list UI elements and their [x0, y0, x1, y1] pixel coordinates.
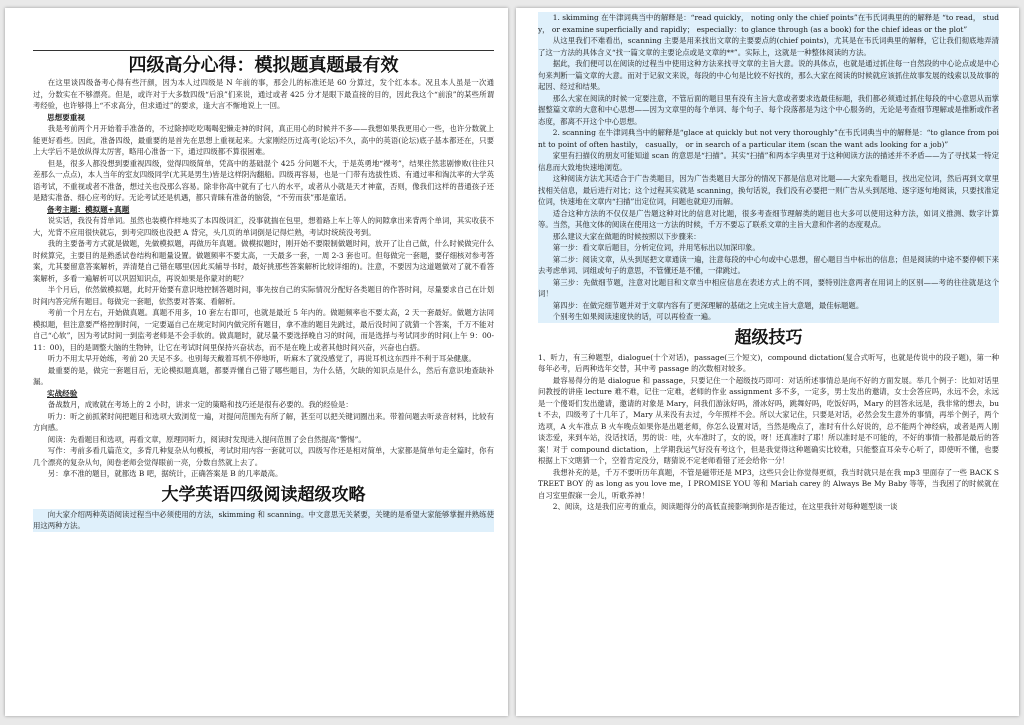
top-rule [33, 50, 494, 51]
section-title-super-tips: 超级技巧 [734, 327, 803, 348]
document-page-right [516, 8, 1019, 716]
paragraph: 家里有扫描仪的朋友可能知道 scan 的意思是“扫描”。其实“扫描”和两本字典里对于这种阅读方法的描述并不矛盾——为了寻找某一特定信息而大致地快速地浏览。 [538, 151, 999, 172]
paragraph: 我的主要备考方式就是做题，先做模拟题，再做历年真题。做模拟题时，刚开始不要限制做题时间，放开了让自己做，什么时候做完什么时候算完，主要目的是熟悉试卷结构和题量设置。做题频率不要太高，一天最多一套，一周 2-3 套也可。但每做完一套题，要仔细核对参考答案，尤其要留意答案解析，弄清楚自己错在哪里(因此买辅导书时，最好挑那些答案解析比较详细的)。注意，不要因为这道题做对了就不看答案解析，多看一遍解析可以巩固知识点，再说如果是你蒙对的呢？ [33, 239, 494, 283]
paragraph: 个别考生如果阅读速度快的话，可以再检查一遍。 [552, 312, 716, 321]
section-title-reading-strategy: 大学英语四级阅读超级攻略 [161, 484, 366, 505]
paragraph: 适合这种方法的不仅仅是广告题这种对比的信息对比题，很多考查细节理解类的题目也大多可以使用这种方法，如词义推测、数字计算等。当然，其他文体的阅读在使用这一方法的时候，千万不要忘了联系文章的主旨大意和作者的态度观点。 [538, 208, 999, 229]
paragraph: 向大家介绍两种英语阅读过程当中必须使用的方法，skimming 和 scanning。中文意思无关紧要，关键的是希望大家能够掌握并熟练使用这两种方法。 [33, 509, 494, 530]
paragraph: 另：拿不准的题目，就都选 B 吧，据统计，正确答案是 B 的几率最高。 [47, 469, 283, 478]
paragraph: 写作：考前多看几篇范文，多背几种复杂从句模板，考试时用内容一套就可以，四级写作还是相对简单，大家都是简单句走全篇时，你有几个漂亮的复杂从句，阅卷老师会觉得眼前一亮，分数自然就上去了。 [33, 446, 494, 467]
paragraph: 第三步：先做细节题，注意对比题目和文章当中相应信息在表述方式上的不同，要特别注意两者在用词上的区别——考的往往就是这个词！ [538, 277, 999, 298]
paragraph: 第一步：看文章后题目，分析定位词，并用笔标出以加深印象。 [552, 243, 760, 252]
paragraph: 阅读：先看题目和选项，再看文章，原理同听力，阅读时发现进入提问范围了会自然提高“警惕”。 [47, 434, 366, 444]
article-body [33, 77, 494, 480]
paragraph: 备战数月，成败就在考场上的 2 小时，讲求一定的策略和技巧还是很有必要的。我的经验是： [47, 400, 353, 409]
paragraph: 那么建议大家在做题的时候按照以下步骤来： [552, 231, 701, 241]
paragraph: 最容易得分的是 dialogue 和 passage，只要记住一个超级技巧即可：对话所述事情总是向不好的方面发展。举几个例子：比如对话里问教授的讲座 lecture 难不难，记住一定难，老师的作业 assignment 多不多，一定多，男士发出的邀请，女士会答应吗，永远不会，永远是一个傻哥们发出邀请，邀请的对象是 Mary，问我们游泳好吗，滑冰好吗，跳舞好吗，吃饭好吗，Mary 的回答永远是，我非常的想去，but 不去，四级考了十几年了，Mary 从来没有去过，今年照样不会。所以大家记住，只要是对话，必然会发生意外的事情，再举个例子，两个选项，A 火车准点 B 火车晚点如果你是出题老师，你怎么设置对话，当然是晚点了，准时有什么好说的，总不能两个神经病，或者是两人刚谈恋爱，来到车站，没话找话，男的说：哇，火车准时了，女的说，呀！还真准时了耶！所以准时是不可能的，不好的事情一般都是最后的答案！对于 compound dictation，上学期我运气好没有考这个，但是我觉得这种题确实比较难，只能整直耳朵专心听了，即使听不懂，也要根据上下文瞎猜一个，空着肯定没分，瞎猜说不定老师看错了还会给你一分！ [538, 375, 999, 465]
paragraph: 这种阅读方法尤其适合于广告类题目，因为广告类题目大部分的情况下都是信息对比题——大家先看题目，找出定位词，然后再到文章里找相关信息，最后进行对比；这个过程其实就是 scanning，换句话说，我们没有必要把一则广告从头到尾地、逐字逐句地阅读，只要找准定位词，快速地在文章内“扫描”出定位词，问题也就迎刃而解。 [538, 174, 999, 206]
section-heading: 实战经验 [47, 388, 78, 398]
paragraph: 考前一个月左右，开始做真题。真题不用多，10 套左右即可，也就是最近 5 年内的。做题频率也不要太高，2 天一套最好。做题方法同模拟题，但注意要严格控制时间，一定要逼自己在规定时间内做完所有题目，拿不准的题目先跳过，最后没时间了就猜一个答案，千万不能对自己“心软”，因为考试时间一到监考老师是不会手软的。做真题时，就尽量不要选择晚自习的时间，而是选择与考试同步的时间(上午 9：00-11：00)，目的是调整大脑的生物钟，让它在考试时间里保持兴奋状态，而不是在晚上或者其他时间兴奋，兴奋也白搭。 [33, 308, 494, 352]
paragraph: 听力不用太早开始练，考前 20 天足不多。也别每天戴着耳机不停地听，听麻木了就没感觉了，再说耳机这东西并不利于耳朵健康。 [47, 354, 476, 363]
paragraph: 2、阅读，这是我们应考的重点，阅读题得分的高低直接影响到你是否能过，在这里我针对每种题型谈一谈 [552, 502, 898, 511]
paragraph: 1、听力，有三种题型，dialogue(十个对话)，passage(三个短文)，compound dictation(复合式听写，也就是传说中的段子题)，第一种每年必考，后两种选年交替，其中考 passage 的次数相对较多。 [538, 352, 999, 373]
paragraph: 我是考前两个月开始着手准备的，不过除掉吃吃喝喝犯懒走神的时间，真正用心的时候并不多——我想如果我更用心一些，也许分数就上能更好看些。因此，准备四级，最重要的是首先在思想上重视起来。大家刚经历过高考(论坛)不久，高中的英语(论坛)底子基本都还在，只要上大学后不是放纵得太厉害，略用心准备一下，通过四级都不算很困难。 [33, 124, 494, 156]
paragraph: 1. skimming 在牛津词典当中的解释是：“read quickly， noting only the chief points”在韦氏词典里的的解释是 “to read， study， or examine superficially and rapidly； especially：to glance through (as a book) for the chief ideas or the plot” [538, 13, 999, 34]
article-title: 四级高分心得：模拟题真题最有效 [128, 55, 399, 76]
paragraph: 听力：听之前抓紧时间把题目和选项大致浏览一遍，对提问范围先有所了解，甚至可以把关键词圈出来。带着问题去听录音材料，比较有方向感。 [33, 411, 494, 432]
paragraph: 在这里谈四级备考心得有些汗颜，因为本人过四级是 N 年前的事，那会儿的标准还是 60 分算过，发个红本本。况且本人虽是一次通过，分数实在不够漂亮。但是，或许对于大多数四级“后浪”们来说，通过或者 425 分才是眼下最直接的目的，因此我这个“前浪”的某些所谓考经验，也许够得上“不求高分，但求通过”的要求，逢大言不惭地说上一回。 [33, 78, 494, 110]
paragraph: 说实话，我没有背单词。虽然也装模作样地买了本四级词汇，没事就揣在包里，想着路上车上等人的间隙拿出来背两个单词，其实收获不大，光背不应用很快就忘，到考完四级也没把 A 背完，头几页的单词倒是记得烂熟，考试时统统没考到。 [33, 216, 494, 237]
section-heading: 备考主题：模拟题+真题 [47, 204, 130, 214]
paragraph: 从这里我们不难看出，scanning 主要是用来找出文章的主要要点的(chief points)，尤其是在韦氏词典里的解释，它让我们彻底地弄清了这一方法的具体含义“找一篇文章的主要论点或是文章的**”。实际上，这就是一种整体阅读的方法。 [538, 36, 999, 57]
paragraph: 半个月后，依然做模拟题，此时开始要有意识地控制答题时间，事先按自己的实际情况分配好各类题目的作答时间，尽量要求自己在计划时间内答完所有题目。每做完一套题，依然要对答案、看解析。 [33, 285, 494, 306]
paragraph: 据此，我们便可以在阅读的过程当中使用这种方法来找寻文章的主旨大意。说的具体点，也就是通过抓住每一自然段的中心论点或是中心句来判断一篇文章的大意。而对于记叙文来说，每段的中心句是比较不好找的，那么大家在阅读的时候就应该抓住故事发展的线索以及故事的起因、经过和结果。 [538, 59, 999, 91]
paragraph: 第四步：在做完细节题并对于文章内容有了更深理解的基础之上完成主旨大意题，最佳标题题。 [552, 300, 864, 310]
paragraph: 2. scanning 在牛津词典当中的解释是“glace at quickly but not very thoroughly”在韦氏词典当中的解释是：“to glance from point to point of often hastily， casually， or in search of a particular item (scan the want ads looking for a job)” [538, 128, 999, 149]
paragraph: 那么大家在阅读的时候一定要注意，不管后面的题目里有没有主旨大意或者要求选最佳标题，我们都必须通过抓住每段的中心意思从而掌握整篇文章的大意和中心思想——因为文章里的每个单词、每个句子、每个段落都是为这个中心服务的，无论是考查细节理解或是推断或作者态度，都离不开这个中心思想。 [538, 93, 999, 126]
paragraph: 但是，很多人都没想到要重视四级，觉得四级简单，凭高中的基础混个 425 分问题不大，于是英勇地“裸考”，结果往然悲剧惨败(往往只差那么一点点)，本人当年的室友四级同学(尤其是男生)皆是这样阴沟翻船。四级再容易，也是一门带有选拔性质、有通过率和淘汰率的大学英语考试，不重视或者不准备，想过关也没那么容易。除非你高中就有了七八的水平，或者从小就是天才神童，否则，像我们这样的普通孩子还是踏实准备、细心应考的好。无论考试还是机遇，都只青睐有准备的脑袋，“不劳而获”那是童话。 [33, 158, 494, 202]
paragraph: 最重要的是，做完一套题目后，无论模拟题真题，都要弄懂自己错了哪些题目，为什么错，欠缺的知识点是什么，然后有意识地查缺补漏。 [33, 365, 494, 386]
super-tips-body [538, 352, 999, 513]
section-body-reading-strategy [33, 509, 494, 532]
paragraph: 我想补充的是，千万不要听历年真题，不管是磁带还是 MP3，这些只会让你觉得更烦，我当时就只是在我 mp3 里面存了一些 BACK STREET BOY 的 as long as you love me，I PROMISE YOU 等和 Mariah carey 的 Always Be My Baby 等等，当我困了的时候就在自习室里假寐一会儿，听歌养神！ [538, 467, 999, 500]
paragraph: 第二步：阅读文章，从头到尾把文章通读一遍，注意每段的中心句或中心思想，留心题目当中标出的信息；但是阅读的中途不要停顿下来去考虑单词、词组或句子的意思，不管懂还是不懂，一律跳过。 [538, 254, 999, 275]
document-page-left [5, 8, 508, 716]
section-heading: 思想要重视 [47, 112, 85, 122]
reading-methods-body [538, 12, 999, 323]
